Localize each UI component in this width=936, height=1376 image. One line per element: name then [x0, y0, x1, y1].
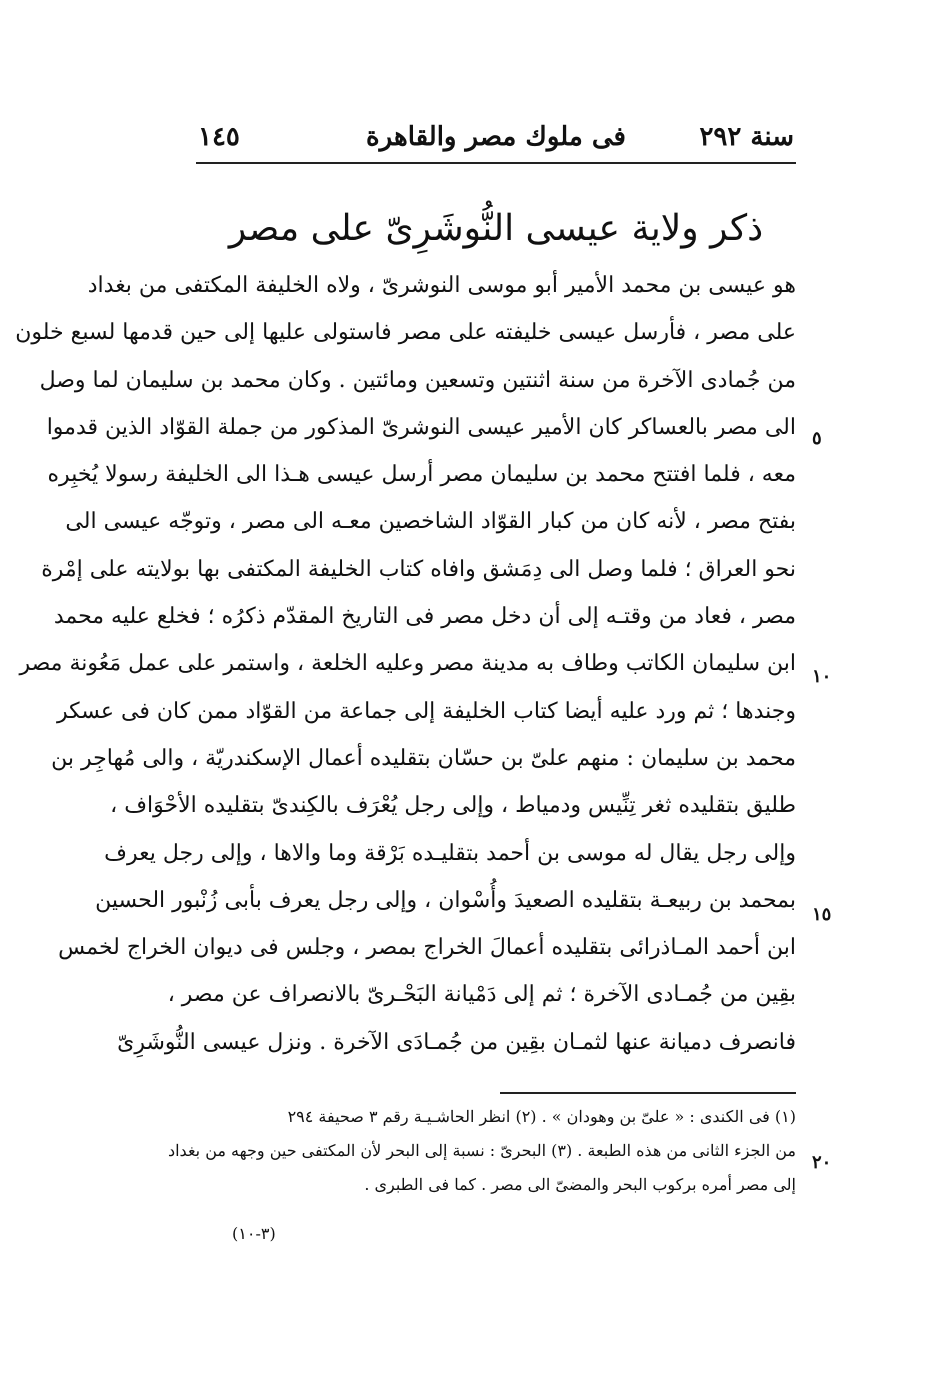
page-number: ١٤٥: [198, 122, 240, 152]
line-number-15: ١٥: [812, 904, 832, 925]
footnote-line: (١) فى الكندى : « علىّ بن وهودان » . (٢) انظر الحاشـيـة رقم ٣ صحيفة ٢٩٤: [287, 1107, 796, 1126]
year-label: سنة ٢٩٢: [699, 122, 794, 152]
line-number-20: ٢٠: [812, 1152, 832, 1173]
body-text: [15, 262, 796, 1066]
line-number-10: ١٠: [812, 666, 832, 687]
header-rule: [196, 162, 796, 164]
section-title: ذكر ولاية عيسى النُّوشَرِىّ على مصر: [228, 208, 764, 249]
running-title: فى ملوك مصر والقاهرة: [366, 122, 626, 152]
text-line: هو عيسى بن محمد الأمير أبو موسى النوشرىّ ، ولاه الخليفة المكتفى من بغداد: [87, 273, 796, 298]
text-line: وإلى رجل يقال له موسى بن أحمد بتقليـده بَرْقة وما والاها ، وإلى رجل يعرف: [104, 840, 796, 866]
footnote-line: إلى مصر أمره بركوب البحر والمضىّ الى مصر . كما فى الطبرى .: [364, 1175, 796, 1194]
text-line: بقِين من جُمـادى الآخرة ؛ ثم إلى دَمْيانة البَحْـرىّ بالانصراف عن مصر ،: [167, 982, 796, 1008]
line-number-5: ٥: [812, 428, 822, 449]
signature-mark: (٣-١٠): [232, 1224, 276, 1243]
text-line: طليق بتقليده ثغر تِنِّيس ودمياط ، وإلى رجل يُعْرَف بالكِندىّ بتقليده الأحْوَاف ،: [110, 793, 796, 819]
text-line: مصر ، فعاد من وقتـه إلى أن دخل مصر فى التاريخ المقدّم ذكرُه ؛ فخلع عليه محمد: [53, 604, 796, 630]
text-line: فانصرف دميانة عنها لثمـان بقِين من جُمـادَى الآخرة . ونزل عيسى النُّوشَرِىّ: [117, 1029, 796, 1055]
text-line: بفتح مصر ، لأنه كان من كبار القوّاد الشاخصين معـه الى مصر ، وتوجّه عيسى الى: [65, 509, 796, 535]
text-line: على مصر ، فأرسل عيسى خليفته على مصر فاستولى عليها إلى حين قدمها لسبع خلون: [15, 320, 796, 346]
footnotes: [167, 1100, 796, 1202]
text-line: بمحمد بن ربيعـة بتقليده الصعيدَ وأُسْوان ، وإلى رجل يعرف بأبى زُنْبور الحسين: [95, 887, 796, 913]
running-header: [198, 118, 794, 158]
text-line: محمد بن سليمان : منهم علىّ بن حسّان بتقليده أعمال الإسكندريّة ، والى مُهاجِر بن: [51, 745, 796, 771]
text-line: وجندها ؛ ثم ورد عليه أيضا كتاب الخليفة إلى جماعة من القوّاد ممن كان فى عسكر: [57, 698, 796, 724]
text-line: نحو العراق ؛ فلما وصل الى دِمَشق وافاه كتاب الخليفة المكتفى بها بولايته على إمْرة: [41, 556, 796, 582]
footnote-rule: [500, 1092, 796, 1094]
text-line: الى مصر بالعساكر كان الأمير عيسى النوشرىّ المذكور من جملة القوّاد الذين قدموا: [46, 414, 796, 440]
text-line: معه ، فلما افتتح محمد بن سليمان مصر أرسل عيسى هـذا الى الخليفة رسولا يُخبِره: [47, 462, 796, 488]
text-line: ابن أحمد المـاذرائى بتقليده أعمالَ الخراج بمصر ، وجلس فى ديوان الخراج لخمس: [58, 935, 796, 961]
text-line: من جُمادى الآخرة من سنة اثنتين وتسعين ومائتين . وكان محمد بن سليمان لما وصل: [39, 367, 796, 393]
footnote-line: من الجزء الثانى من هذه الطبعة . (٣) البحرىّ : نسبة إلى البحر لأن المكتفى حين وجهه من بغداد: [167, 1141, 796, 1160]
text-line: ابن سليمان الكاتب وطاف به مدينة مصر وعليه الخلعة ، واستمر على عمل مَعُونة مصر: [19, 651, 796, 677]
